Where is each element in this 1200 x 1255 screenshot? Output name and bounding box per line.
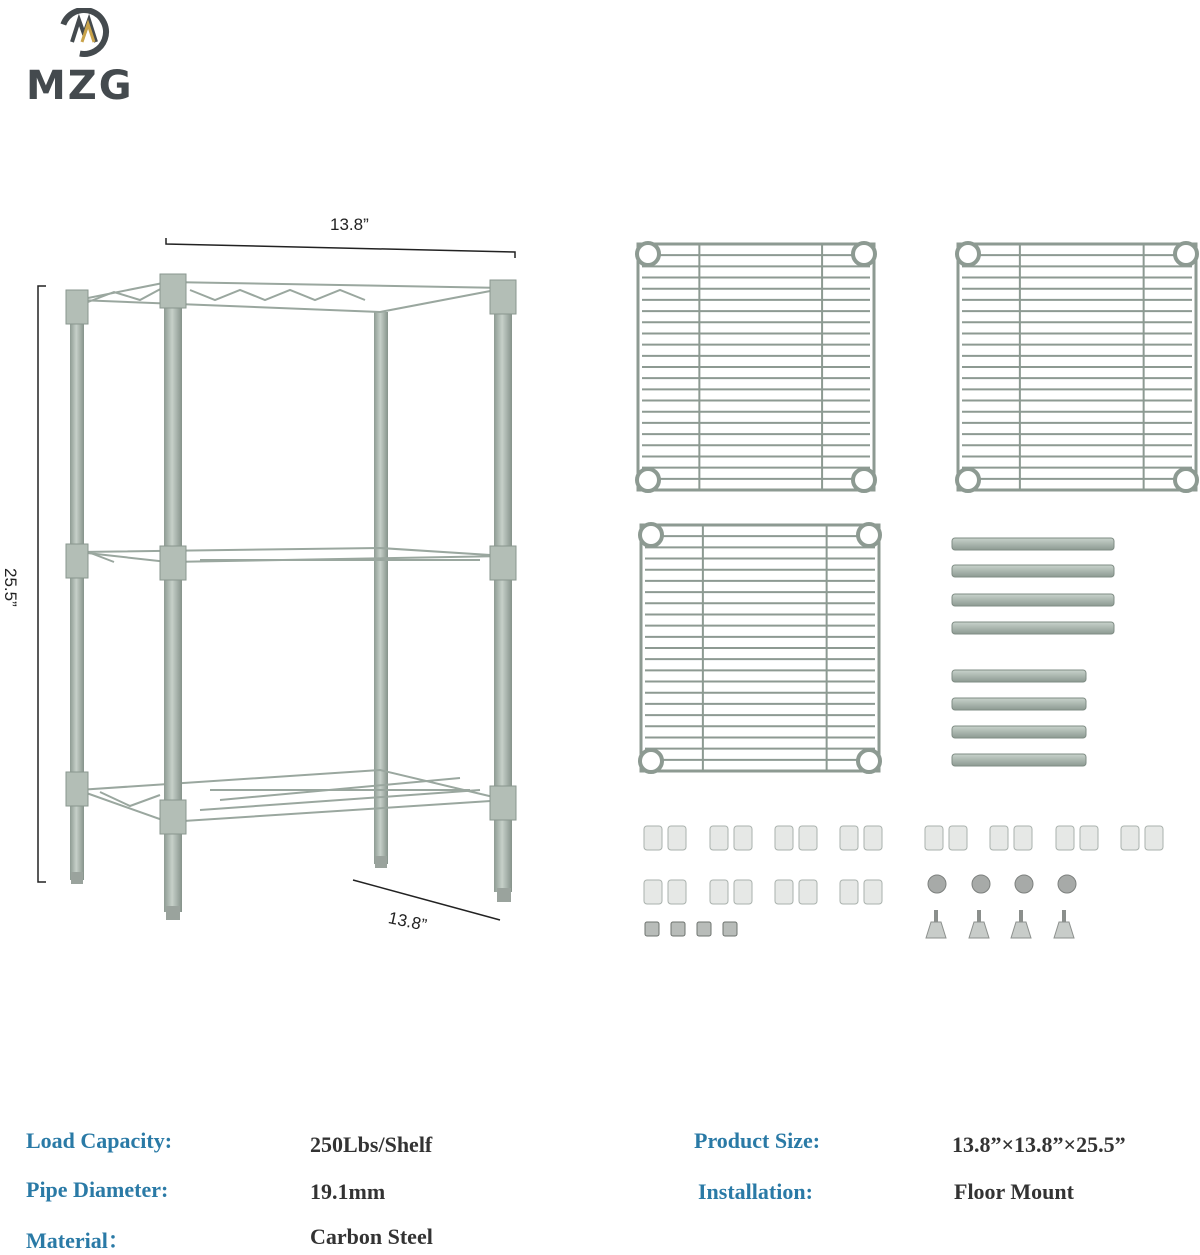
- logo-text: MZG: [26, 63, 134, 109]
- cap-parts: [928, 875, 1076, 893]
- pole-parts: [952, 538, 1114, 766]
- material-label: Material：: [26, 1228, 130, 1253]
- product-size-label: Product Size:: [694, 1128, 821, 1153]
- load-capacity-label: Load Capacity:: [26, 1128, 173, 1153]
- depth-label: 13.8”: [386, 908, 429, 935]
- installation-label: Installation:: [698, 1179, 813, 1204]
- pipe-diameter-value: 19.1mm: [310, 1179, 386, 1204]
- sleeve-parts: [644, 826, 1163, 904]
- height-label: 25.5”: [1, 568, 20, 607]
- width-dimension: [166, 238, 515, 258]
- shelf-panel-2: [957, 243, 1197, 491]
- depth-dimension: [353, 880, 500, 920]
- shelf-panel-3: [640, 524, 880, 772]
- load-capacity-value: 250Lbs/Shelf: [310, 1132, 433, 1157]
- height-dimension: [38, 286, 46, 882]
- assembled-shelf: [66, 274, 516, 920]
- installation-value: Floor Mount: [954, 1179, 1074, 1204]
- pipe-diameter-label: Pipe Diameter:: [26, 1177, 169, 1202]
- shelf-panel-1: [637, 243, 875, 491]
- width-label: 13.8”: [330, 215, 369, 234]
- product-size-value: 13.8”×13.8”×25.5”: [952, 1132, 1126, 1157]
- leveling-feet-parts: [926, 910, 1074, 938]
- connector-parts: [645, 922, 737, 936]
- material-value: Carbon Steel: [310, 1224, 433, 1249]
